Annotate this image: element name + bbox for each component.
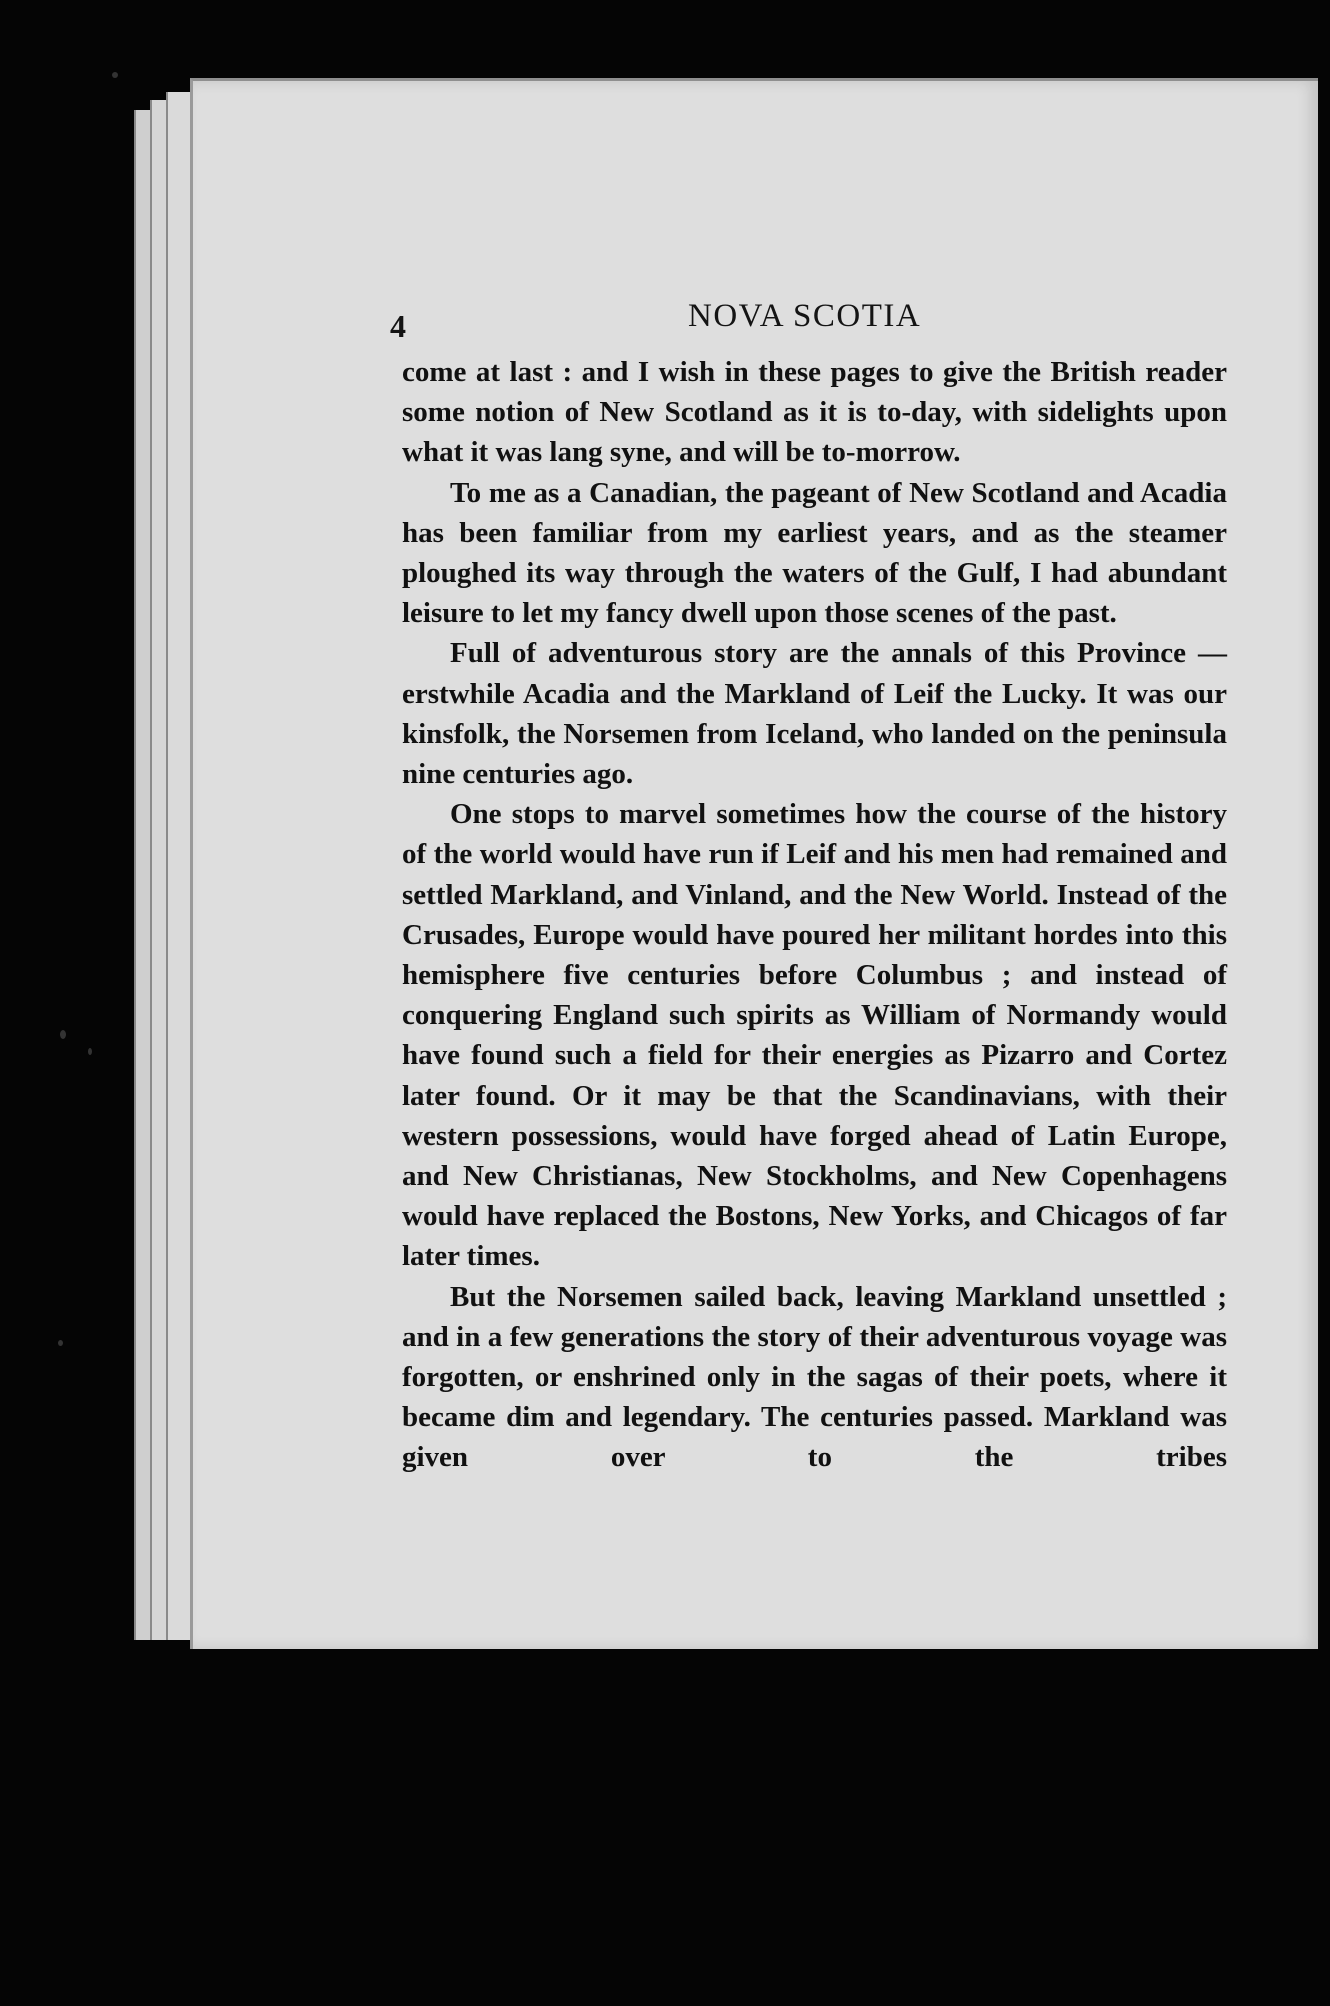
page-number: 4 [390,308,406,344]
scan-speck [58,1340,63,1346]
paragraph: But the Norsemen sailed back, leaving Markland unsettled ; and in a few generations the story of their adventurous voyage was forgotten, or enshrined only in the sagas of their poets, where it became dim and legendary. The centuries passed. Markland was given over to the tribes [402,1280,1227,1474]
paragraph: One stops to marvel sometimes how the course of the history of the world would have run if Leif and his men had remained and settled Markland, and Vinland, and the New World. Instead of the Crusades, Europe would have poured her militant hordes into this hemisphere five centuries before Columbus ; and instead of conquering England such spirits as William of Normandy would have found such a field for their energies as Pizarro and Cortez later found. Or it may be that the Scandinavians, with their western possessions, would have forged ahead of Latin Europe, and New Christianas, New Stockholms, and New Copenhagens would have replaced the Bostons, New Yorks, and Chicagos of far later times. [402,798,1227,1273]
paragraph: Full of adventurous story are the annals of this Province —erstwhile Acadia and the Markland of Leif the Lucky. It was our kinsfolk, the Norsemen from Iceland, who landed on the peninsula nine centuries ago. [402,637,1227,791]
page-title: NOVA SCOTIA [688,298,922,334]
body-text [402,352,1227,1478]
paragraph: To me as a Canadian, the pageant of New Scotland and Acadia has been familiar from my earliest years, and as the steamer ploughed its way through the waters of the Gulf, I had abundant leisure to let my fancy dwell upon those scenes of the past. [402,476,1227,630]
running-head [390,298,1270,348]
scan-speck [88,1048,92,1055]
scan-speck [60,1030,66,1039]
scan-speck [112,72,118,78]
paragraph: come at last : and I wish in these pages to give the British reader some notion of New Scotland as it is to-day, with sidelights upon what it was lang syne, and will be to-morrow. [402,356,1227,469]
